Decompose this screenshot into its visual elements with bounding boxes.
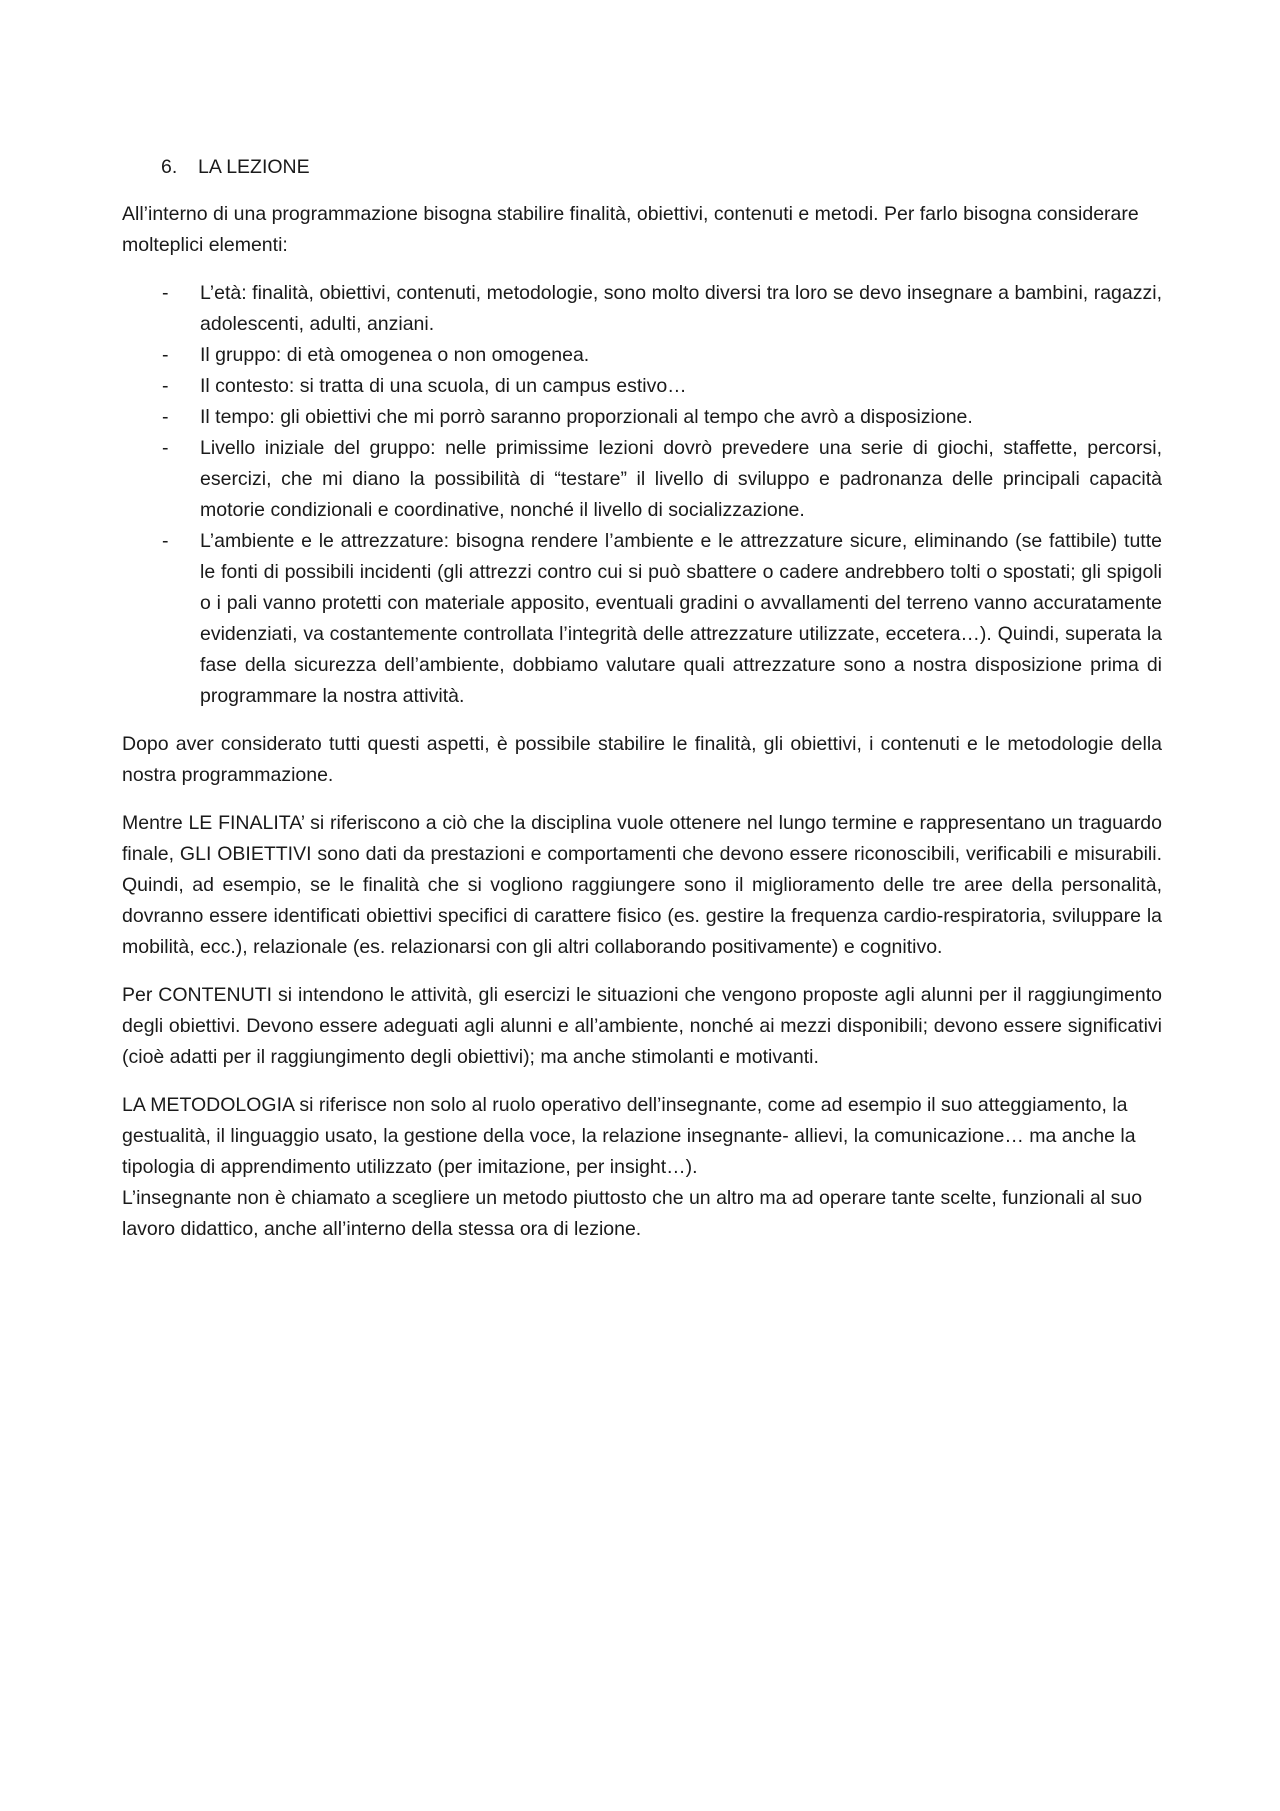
list-item (122, 433, 1162, 526)
list-item (122, 526, 1162, 712)
elements-list (122, 278, 1162, 712)
list-dash: - (162, 375, 169, 397)
list-item (122, 278, 1162, 340)
list-item (122, 340, 1162, 371)
list-item-text: Il gruppo: di età omogenea o non omogenea. (200, 344, 590, 366)
list-item (122, 402, 1162, 433)
finalita-paragraph: Mentre LE FINALITA’ si riferiscono a ciò che la disciplina vuole ottenere nel lungo termine e rappresentano un traguardo finale, GLI OBIETTIVI sono dati da prestazioni e comportamenti che devono essere riconoscibili, verificabili e misurabili. Quindi, ad esempio, se le finalità che si vogliono raggiungere sono il miglioramento delle tre aree della personalità, dovranno essere identificati obiettivi specifici di carattere fisico (es. gestire la frequenza cardio-respiratoria, sviluppare la mobilità, ecc.), relazionale (es. relazionarsi con gli altri collaborando positivamente) e cognitivo. (122, 812, 1162, 958)
intro-paragraph: All’interno di una programmazione bisogna stabilire finalità, obiettivi, contenuti e metodi. Per farlo bisogna considerare molteplici elementi: (122, 203, 1139, 256)
list-dash: - (162, 437, 169, 459)
heading-number: 6. (161, 156, 178, 178)
heading-title: LA LEZIONE (198, 156, 310, 178)
section-heading (161, 152, 1162, 183)
insegnante-paragraph: L’insegnante non è chiamato a scegliere un metodo piuttosto che un altro ma ad operare tante scelte, funzionali al suo lavoro didattico, anche all’interno della stessa ora di lezione. (122, 1187, 1143, 1240)
document-page (122, 152, 1162, 1262)
list-item (122, 371, 1162, 402)
list-item-text: L’ambiente e le attrezzature: bisogna rendere l’ambiente e le attrezzature sicure, eliminando (se fattibile) tutte le fonti di possibili incidenti (gli attrezzi contro cui si può sbattere o cadere andrebbero tolti o spostati; gli spigoli o i pali vanno protetti con materiale apposito, eventuali gradini o avvallamenti del terreno vanno accuratamente evidenziati, va costantemente controllata l’integrità delle attrezzature utilizzate, eccetera…). Quindi, superata la fase della sicurezza dell’ambiente, dobbiamo valutare quali attrezzature sono a nostra disposizione prima di programmare la nostra attività. (200, 530, 1162, 707)
list-item-text: Il contesto: si tratta di una scuola, di un campus estivo… (200, 375, 687, 397)
list-dash: - (162, 344, 169, 366)
list-item-text: Il tempo: gli obiettivi che mi porrò saranno proporzionali al tempo che avrò a disposizione. (200, 406, 973, 428)
list-dash: - (162, 406, 169, 428)
list-item-text: Livello iniziale del gruppo: nelle primissime lezioni dovrò prevedere una serie di giochi, staffette, percorsi, esercizi, che mi diano la possibilità di “testare” il livello di sviluppo e padronanza delle principali capacità motorie condizionali e coordinative, nonché il livello di socializzazione. (200, 437, 1162, 521)
list-item-text: L’età: finalità, obiettivi, contenuti, metodologie, sono molto diversi tra loro se devo insegnare a bambini, ragazzi, adolescenti, adulti, anziani. (200, 282, 1162, 335)
list-dash: - (162, 282, 169, 304)
summary-paragraph: Dopo aver considerato tutti questi aspetti, è possibile stabilire le finalità, gli obiettivi, i contenuti e le metodologie della nostra programmazione. (122, 733, 1162, 786)
metodologia-paragraph: LA METODOLOGIA si riferisce non solo al ruolo operativo dell’insegnante, come ad esempio il suo atteggiamento, la gestualità, il linguaggio usato, la gestione della voce, la relazione insegnante- allievi, la comunicazione… ma anche la tipologia di apprendimento utilizzato (per imitazione, per insight…). (122, 1094, 1136, 1178)
contenuti-paragraph: Per CONTENUTI si intendono le attività, gli esercizi le situazioni che vengono proposte agli alunni per il raggiungimento degli obiettivi. Devono essere adeguati agli alunni e all’ambiente, nonché ai mezzi disponibili; devono essere significativi (cioè adatti per il raggiungimento degli obiettivi); ma anche stimolanti e motivanti. (122, 984, 1162, 1068)
list-dash: - (162, 530, 169, 552)
